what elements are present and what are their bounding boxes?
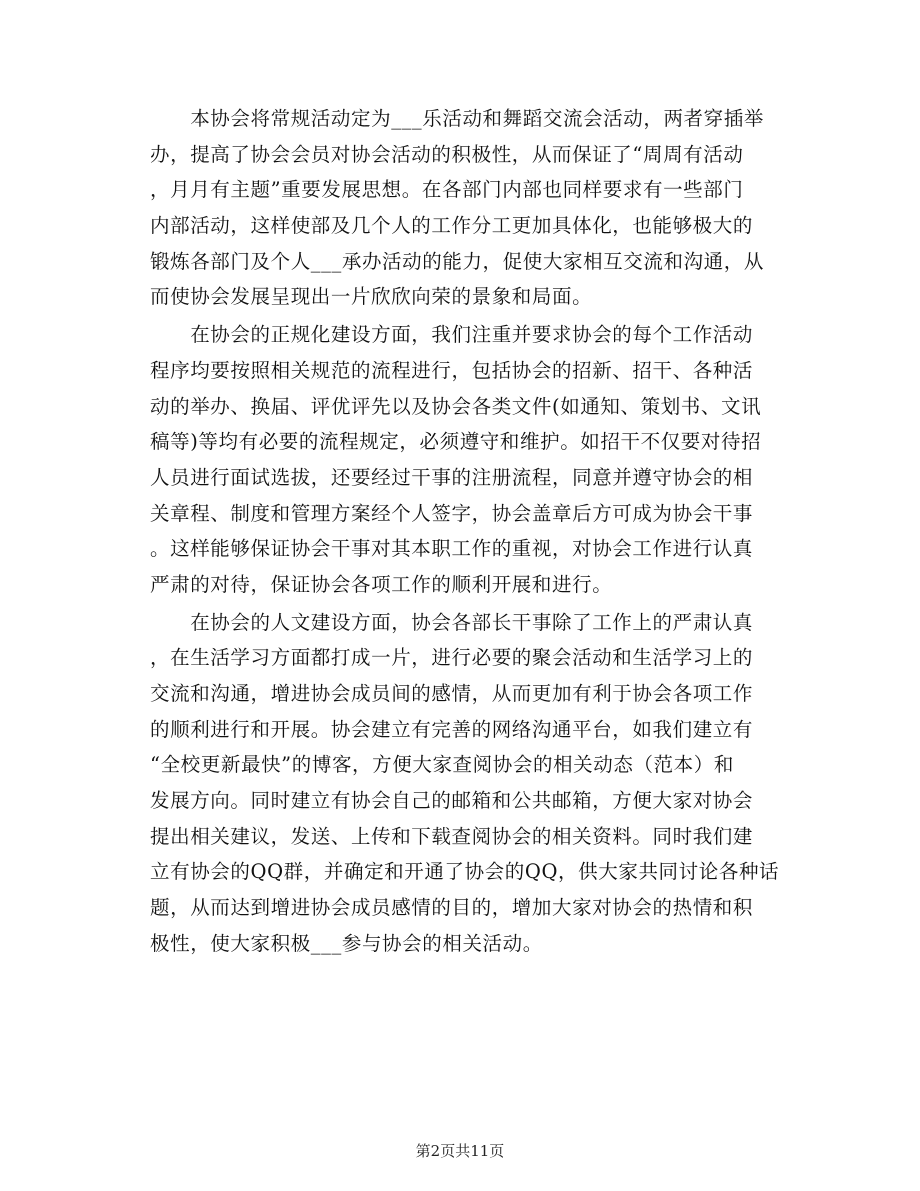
text-line: 在协会的正规化建设方面，我们注重并要求协会的每个工作活动 bbox=[150, 323, 754, 347]
text-line: 内部活动，这样使部及几个人的工作分工更加具体化，也能够极大的 bbox=[150, 214, 754, 238]
text-line: 的顺利进行和开展。协会建立有完善的网络沟通平台，如我们建立有 bbox=[150, 717, 754, 741]
text-line: 。这样能够保证协会干事对其本职工作的重视，对协会工作进行认真 bbox=[150, 537, 754, 561]
text-line: 极性，使大家积极___参与协会的相关活动。 bbox=[150, 931, 543, 955]
text-line: 题，从而达到增进协会成员感情的目的，增加大家对协会的热情和积 bbox=[150, 896, 754, 920]
paragraph-2 bbox=[150, 317, 782, 603]
text-line: 严肃的对待，保证协会各项工作的顺利开展和进行。 bbox=[150, 572, 613, 596]
text-line: 程序均要按照相关规范的流程进行，包括协会的招新、招干、各种活 bbox=[150, 358, 754, 382]
text-line: 本协会将常规活动定为___乐活动和舞蹈交流会活动，两者穿插举 bbox=[150, 107, 764, 130]
text-line: “全校更新最快”的博客，方便大家查阅协会的相关动态（范本）和 bbox=[150, 753, 734, 777]
text-line: 人员进行面试选拔，还要经过干事的注册流程，同意并遵守协会的相 bbox=[150, 465, 754, 489]
text-line: 稿等)等均有必要的流程规定，必须遵守和维护。如招干不仅要对待招 bbox=[150, 430, 762, 454]
text-line: 在协会的人文建设方面，协会各部长干事除了工作上的严肃认真 bbox=[150, 610, 754, 634]
text-line: ，在生活学习方面都打成一片，进行必要的聚会活动和生活学习上的 bbox=[150, 646, 754, 670]
text-line: 发展方向。同时建立有协会自己的邮箱和公共邮箱，方便大家对协会 bbox=[150, 789, 754, 813]
text-line: ，月月有主题”重要发展思想。在各部门内部也同样要求有一些部门 bbox=[150, 178, 744, 202]
text-line: 关章程、制度和管理方案经个人签字，协会盖章后方可成为协会干事 bbox=[150, 501, 754, 525]
page-number-footer: 第2页共11页 bbox=[415, 1142, 505, 1160]
text-line: 提出相关建议，发送、上传和下载查阅协会的相关资料。同时我们建 bbox=[150, 824, 754, 848]
text-line: 锻炼各部门及个人___承办活动的能力，促使大家相互交流和沟通，从 bbox=[150, 249, 764, 273]
text-line: 立有协会的QQ群，并确定和开通了协会的QQ，供大家共同讨论各种话 bbox=[150, 860, 780, 884]
text-line: 交流和沟通，增进协会成员间的感情，从而更加有利于协会各项工作 bbox=[150, 682, 754, 705]
text-line: 而使协会发展呈现出一片欣欣向荣的景象和局面。 bbox=[150, 285, 593, 309]
paragraph-3 bbox=[150, 605, 782, 962]
text-line: 动的举办、换届、评优评先以及协会各类文件(如通知、策划书、文讯 bbox=[150, 394, 762, 418]
text-line: 办，提高了协会会员对协会活动的积极性，从而保证了“周周有活动 bbox=[150, 142, 744, 166]
paragraph-1 bbox=[150, 101, 782, 315]
document-body bbox=[150, 101, 782, 962]
